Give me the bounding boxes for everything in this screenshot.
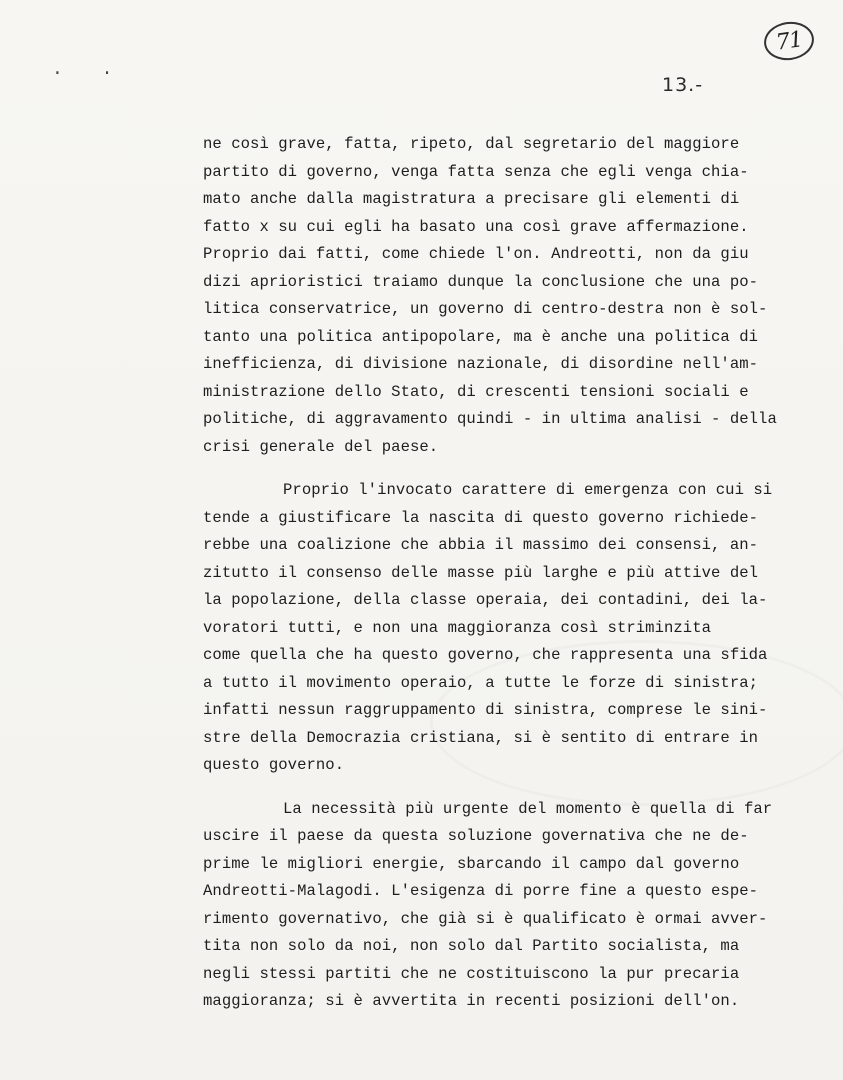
text-line: dizi aprioristici traiamo dunque la conclusione che una po- — [203, 272, 759, 291]
text-line: la popolazione, della classe operaia, dei contadini, dei la- — [203, 591, 768, 609]
text-line: rimento governativo, che già si è qualificato è ormai avver- — [203, 909, 768, 928]
text-line: Proprio l'invocato carattere di emergenza con cui si — [283, 481, 773, 499]
text-line: ministrazione dello Stato, di crescenti tensioni sociali e — [203, 382, 749, 401]
text-line: a tutto il movimento operaio, a tutte le forze di sinistra; — [203, 673, 759, 692]
text-line: litica conservatrice, un governo di centro-destra non è sol- — [203, 300, 768, 318]
text-line: tita non solo da noi, non solo dal Partito socialista, ma — [203, 937, 740, 955]
text-line: Andreotti-Malagodi. L'esigenza di porre fine a questo espe- — [203, 882, 759, 900]
paragraph — [203, 131, 823, 461]
page-number: 13.- — [662, 74, 704, 96]
text-line: fatto x su cui egli ha basato una così grave affermazione. — [203, 217, 749, 236]
text-line: rebbe una coalizione che abbia il massimo dei consensi, an- — [203, 536, 759, 554]
text-line: zitutto il consenso delle masse più larghe e più attive del — [203, 563, 759, 582]
paragraph — [203, 477, 823, 780]
text-line: mato anche dalla magistratura a precisare gli elementi di — [203, 190, 740, 208]
text-line: politiche, di aggravamento quindi - in ultima analisi - della — [203, 410, 777, 428]
text-line: partito di governo, venga fatta senza che egli venga chia- — [203, 162, 749, 181]
text-line: La necessità più urgente del momento è quella di far — [283, 799, 773, 818]
folio-number: 71 — [774, 26, 804, 56]
text-line: tanto una politica antipopolare, ma è anche una politica di — [203, 327, 759, 346]
circled-folio-number — [762, 19, 817, 64]
text-line: ne così grave, fatta, ripeto, dal segretario del maggiore — [203, 135, 740, 153]
text-line: voratori tutti, e non una maggioranza così striminzita — [203, 618, 712, 637]
text-line: uscire il paese da questa soluzione governativa che ne de- — [203, 827, 749, 845]
text-line: Proprio dai fatti, come chiede l'on. Andreotti, non da giu — [203, 245, 749, 263]
typed-body-text — [203, 131, 823, 1016]
corner-marks: . . — [52, 60, 127, 80]
text-line: prime le migliori energie, sbarcando il campo dal governo — [203, 854, 740, 873]
text-line: questo governo. — [203, 756, 345, 774]
text-line: infatti nessun raggruppamento di sinistra, comprese le sini- — [203, 701, 768, 719]
text-line: come quella che ha questo governo, che rappresenta una sfida — [203, 646, 768, 664]
text-line: tende a giustificare la nascita di questo governo richiede- — [203, 508, 759, 527]
text-line: negli stessi partiti che ne costituiscono la pur precaria — [203, 964, 740, 983]
text-line: stre della Democrazia cristiana, si è sentito di entrare in — [203, 728, 759, 747]
text-line: crisi generale del paese. — [203, 437, 439, 456]
paragraph — [203, 796, 823, 1016]
text-line: maggioranza; si è avvertita in recenti posizioni dell'on. — [203, 992, 740, 1010]
text-line: inefficienza, di divisione nazionale, di disordine nell'am- — [203, 355, 759, 373]
